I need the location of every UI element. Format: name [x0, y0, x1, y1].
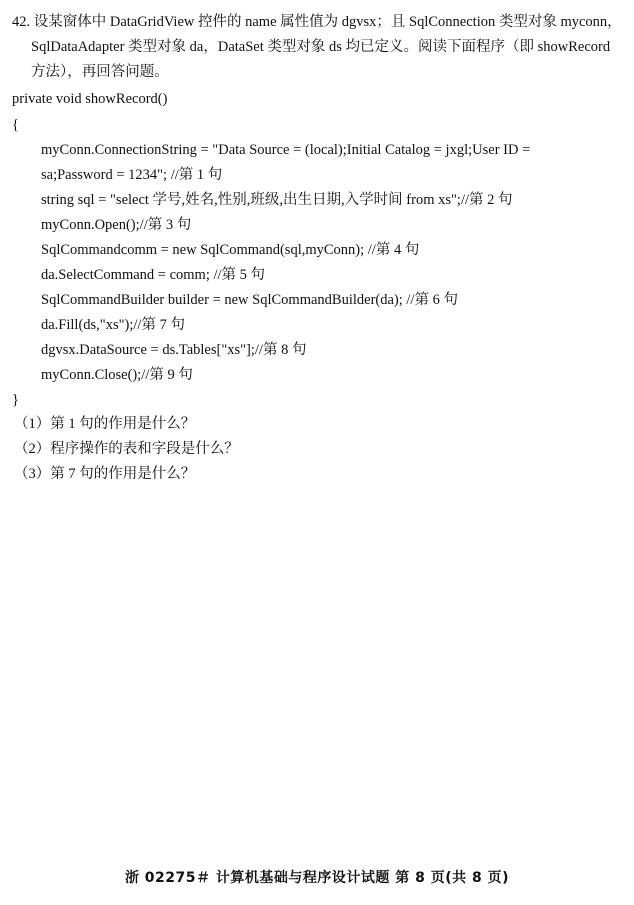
question-text-line-3: 方法），再回答问题。 — [31, 64, 169, 80]
open-brace: { — [12, 117, 19, 133]
code-line-3: string sql = "select 学号,姓名,性别,班级,出生日期,入学时间 from xs";//第 2 句 — [41, 192, 513, 208]
subquestion-1: （1）第 1 句的作用是什么？ — [14, 416, 196, 432]
subquestion-3: （3）第 7 句的作用是什么？ — [14, 466, 196, 482]
close-brace: } — [12, 392, 19, 408]
page-footer: 浙 02275＃ 计算机基础与程序设计试题 第 8 页(共 8 页) — [124, 870, 510, 886]
question-text-line-1: 42. 设某窗体中 DataGridView 控件的 name 属性值为 dgvsx；且 SqlConnection 类型对象 myconn， — [12, 14, 622, 30]
code-line-6: da.SelectCommand = comm; //第 5 句 — [41, 267, 266, 283]
code-line-9: dgvsx.DataSource = ds.Tables["xs"];//第 8 句 — [41, 342, 307, 358]
code-line-7: SqlCommandBuilder builder = new SqlCommandBuilder(da); //第 6 句 — [41, 292, 458, 308]
code-line-5: SqlCommandcomm = new SqlCommand(sql,myConn); //第 4 句 — [41, 242, 420, 258]
method-declaration: private void showRecord() — [12, 91, 168, 107]
question-text-line-2: SqlDataAdapter 类型对象 da，DataSet 类型对象 ds 均已定义。阅读下面程序（即 showRecord — [31, 39, 611, 55]
code-line-4: myConn.Open();//第 3 句 — [41, 217, 192, 233]
subquestion-2: （2）程序操作的表和字段是什么？ — [14, 441, 239, 457]
code-line-2: sa;Password = 1234"; //第 1 句 — [41, 167, 223, 183]
code-line-1: myConn.ConnectionString = "Data Source = (local);Initial Catalog = jxgl;User ID = — [41, 142, 531, 158]
code-line-10: myConn.Close();//第 9 句 — [41, 367, 193, 383]
code-line-8: da.Fill(ds,"xs");//第 7 句 — [41, 317, 185, 333]
